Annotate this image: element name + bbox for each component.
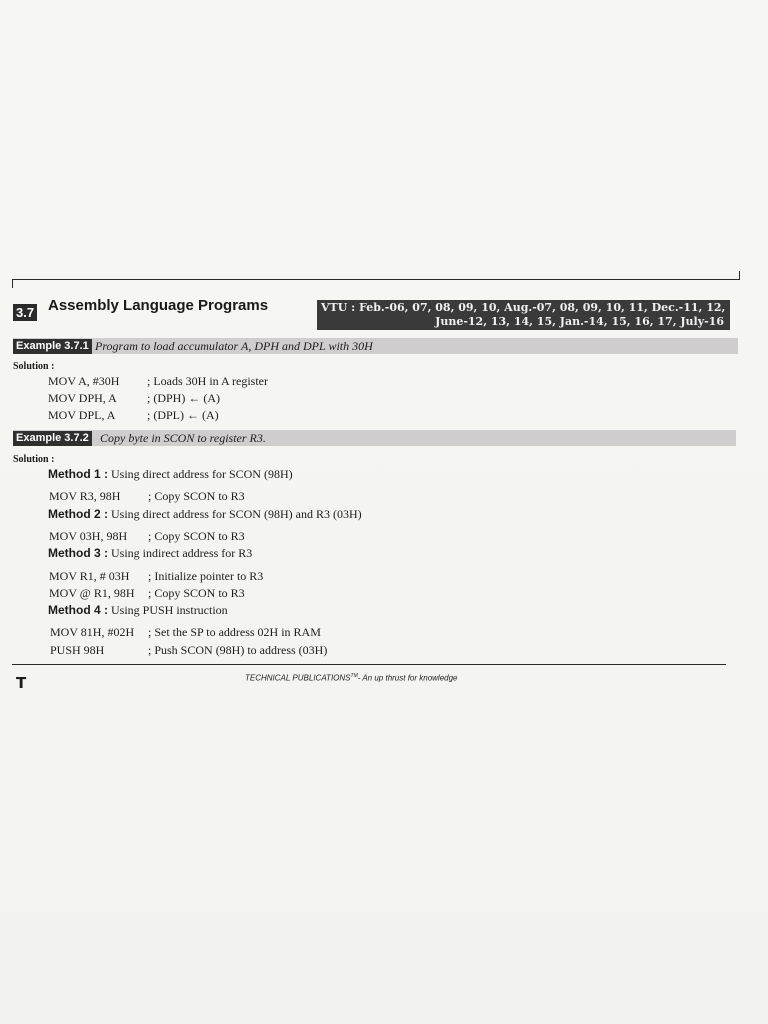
example-2-solution-label: Solution : [13, 454, 55, 465]
example-1-title: Program to load accumulator A, DPH and DPL with 30H [95, 339, 373, 353]
example-1-solution-label: Solution : [13, 361, 55, 372]
section-title: Assembly Language Programs [48, 297, 269, 314]
ex2-instr-4: MOV @ R1, 98H [49, 586, 135, 600]
publisher-logo-icon: T [16, 674, 27, 692]
ex2-instr-6: PUSH 98H [50, 643, 105, 657]
example-1-tag: Example 3.7.1 [13, 339, 92, 354]
method-1 [48, 467, 293, 482]
method-4-desc: Using PUSH instruction [111, 603, 228, 617]
ex2-comment-1: ; Copy SCON to R3 [148, 489, 245, 503]
ex1-instr-2: MOV DPH, A [48, 391, 117, 405]
method-4-label: Method 4 : [48, 603, 108, 617]
ex1-comment-2: ; (DPH) ← (A) [147, 391, 220, 405]
vtu-line-2: June-12, 13, 14, 15, Jan.-14, 15, 16, 17, July-16 [435, 315, 724, 328]
example-2-title: Copy byte in SCON to register R3. [100, 431, 266, 445]
example-1-header [13, 338, 738, 354]
example-2-tag: Example 3.7.2 [13, 431, 92, 446]
footer-text [245, 673, 458, 683]
method-2-desc: Using direct address for SCON (98H) and R3 (03H) [111, 507, 362, 521]
ex2-comment-4: ; Copy SCON to R3 [148, 586, 245, 600]
example-2-header [13, 430, 736, 446]
ex2-instr-1: MOV R3, 98H [49, 489, 121, 503]
top-rule-tick-left [12, 279, 13, 288]
ex2-comment-5: ; Set the SP to address 02H in RAM [148, 625, 321, 639]
method-3-label: Method 3 : [48, 546, 108, 560]
ex2-comment-6: ; Push SCON (98H) to address (03H) [148, 643, 328, 657]
top-rule-tick-right [739, 271, 740, 280]
method-2-label: Method 2 : [48, 507, 108, 521]
ex1-comment-3: ; (DPL) ← (A) [147, 408, 219, 422]
method-4 [48, 603, 228, 618]
method-2 [48, 507, 362, 522]
method-1-desc: Using direct address for SCON (98H) [111, 467, 293, 481]
ex1-comment-1: ; Loads 30H in A register [147, 374, 268, 388]
ex2-instr-2: MOV 03H, 98H [49, 529, 128, 543]
footer-tagline: - An up thrust for knowledge [357, 673, 458, 683]
vtu-line-1: VTU : Feb.-06, 07, 08, 09, 10, Aug.-07, 08, 09, 10, 11, Dec.-11, 12, [321, 301, 726, 314]
ex1-instr-3: MOV DPL, A [48, 408, 116, 422]
footer-trademark: TM [350, 673, 358, 679]
method-3-desc: Using indirect address for R3 [111, 546, 253, 560]
ex2-instr-5: MOV 81H, #02H [50, 625, 135, 639]
ex2-comment-2: ; Copy SCON to R3 [148, 529, 245, 543]
ex2-comment-3: ; Initialize pointer to R3 [148, 569, 264, 583]
section-number: 3.7 [13, 304, 37, 321]
ex2-instr-3: MOV R1, # 03H [49, 569, 130, 583]
top-rule [12, 279, 740, 280]
ex1-instr-1: MOV A, #30H [48, 374, 120, 388]
footer-publisher: TECHNICAL PUBLICATIONS [245, 673, 351, 683]
method-1-label: Method 1 : [48, 467, 108, 481]
footer-rule [12, 664, 726, 665]
vtu-exam-reference [317, 300, 730, 330]
method-3 [48, 546, 252, 561]
